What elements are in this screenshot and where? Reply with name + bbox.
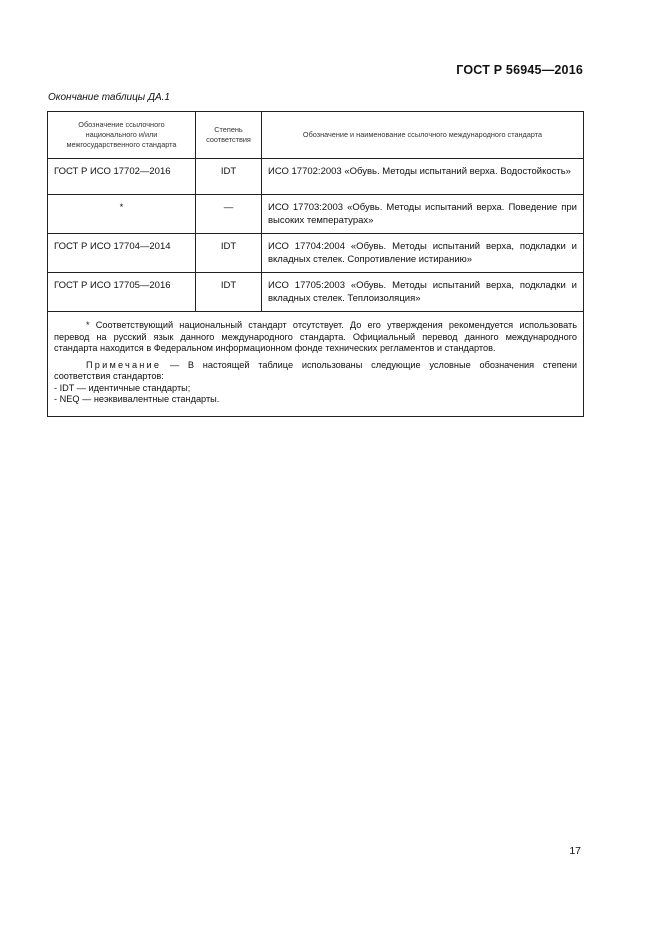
- national-standard-cell: ГОСТ Р ИСО 17702—2016: [48, 159, 196, 195]
- note-label: Примечание: [86, 359, 162, 370]
- degree-cell: —: [196, 195, 262, 234]
- note-paragraph: [54, 360, 577, 383]
- degree-cell: IDT: [196, 234, 262, 273]
- standards-table: [47, 111, 584, 417]
- table-header-row: [48, 112, 584, 159]
- international-standard-cell: ИСО 17704:2004 «Обувь. Методы испытаний верха, подкладки и вкладных стелек. Сопротивление истиранию»: [262, 234, 584, 273]
- column-header-international: Обозначение и наименование ссылочного международного стандарта: [262, 112, 584, 159]
- international-standard-cell: ИСО 17703:2003 «Обувь. Методы испытаний верха. Поведение при высоких температурах»: [262, 195, 584, 234]
- table-caption: Окончание таблицы ДА.1: [48, 92, 170, 103]
- national-standard-cell: ГОСТ Р ИСО 17704—2014: [48, 234, 196, 273]
- degree-cell: IDT: [196, 159, 262, 195]
- column-header-national: Обозначение ссылочного национального и/или межгосударственного стандарта: [48, 112, 196, 159]
- degree-cell: IDT: [196, 273, 262, 312]
- column-header-degree: Степень соответствия: [196, 112, 262, 159]
- notes-cell: [48, 312, 584, 417]
- national-standard-cell: ГОСТ Р ИСО 17705—2016: [48, 273, 196, 312]
- document-code: ГОСТ Р 56945—2016: [456, 63, 583, 77]
- table-row: [48, 195, 584, 234]
- table-row: [48, 234, 584, 273]
- table-row: [48, 273, 584, 312]
- international-standard-cell: ИСО 17705:2003 «Обувь. Методы испытаний верха, подкладки и вкладных стелек. Теплоизоляция»: [262, 273, 584, 312]
- note-item-neq: - NEQ — неэквивалентные стандарты.: [54, 394, 220, 404]
- footnote-text: * Соответствующий национальный стандарт отсутствует. До его утверждения рекомендуется использовать перевод на русский язык данного международного стандарта. Официальный перевод данного международного стандарта находится в Федеральном информационном фонде технических регламентов и стандартов.: [54, 320, 577, 353]
- note-text: — В настоящей таблице использованы следующие условные обозначения степени соответствия стандартов:: [54, 359, 577, 381]
- page-number: 17: [569, 845, 581, 857]
- table-notes-row: [48, 312, 584, 417]
- note-item-idt: - IDT — идентичные стандарты;: [54, 382, 191, 393]
- table-row: [48, 159, 584, 195]
- international-standard-cell: ИСО 17702:2003 «Обувь. Методы испытаний верха. Водостойкость»: [262, 159, 584, 195]
- national-standard-cell: *: [48, 195, 196, 234]
